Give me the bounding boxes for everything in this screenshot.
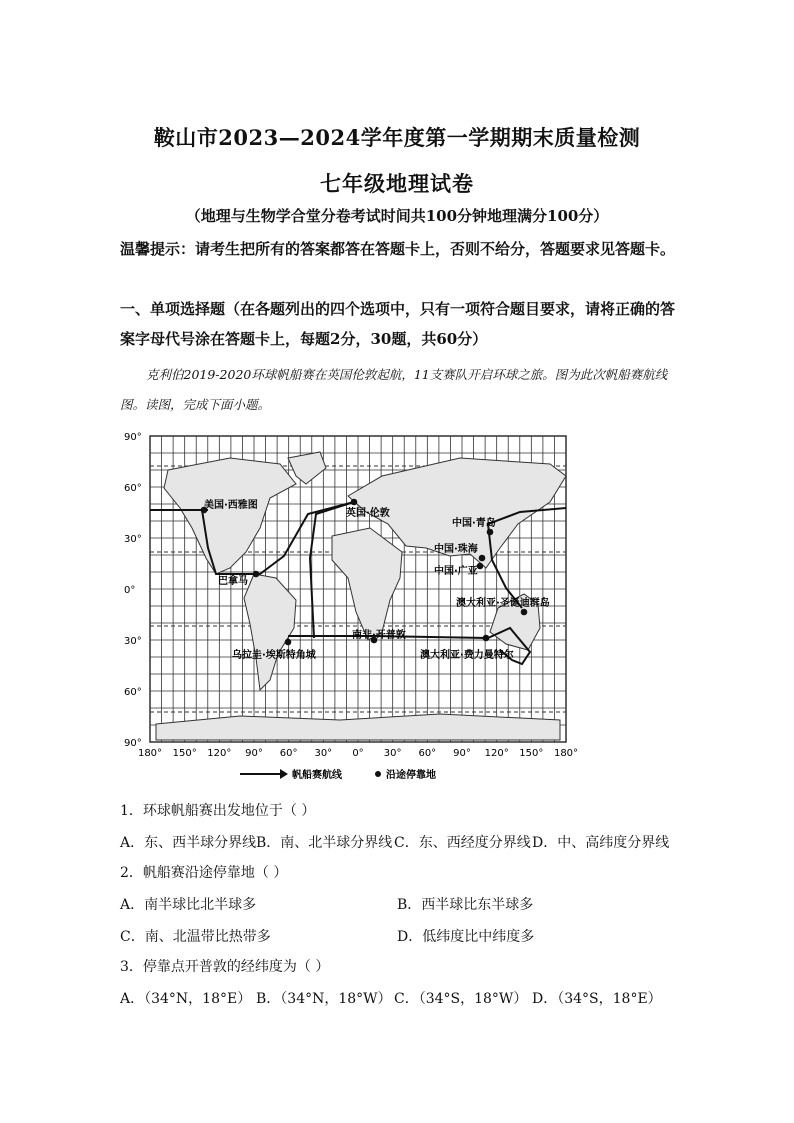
stop-panama-dot	[253, 571, 260, 578]
longitude-label: 120°	[484, 748, 509, 759]
latitude-label: 60°	[124, 483, 142, 494]
longitude-label: 180°	[553, 748, 579, 759]
label-cape-town: 南非·开普敦	[352, 630, 406, 641]
longitude-label: 120°	[207, 748, 232, 759]
map-legend	[240, 768, 436, 781]
section-heading: 一、单项选择题（在各题列出的四个选项中，只有一项符合题目要求，请将正确的答案字母代号涂在答题卡上，每题2分，30题，共60分）	[120, 300, 676, 348]
label-london: 英国·伦敦	[346, 508, 390, 519]
longitude-label: 30°	[383, 748, 402, 759]
latitude-label: 30°	[124, 534, 142, 545]
latitude-labels	[124, 432, 142, 749]
latitude-label: 60°	[124, 687, 142, 698]
q1-option-b[interactable]: B．南、北半球分界线	[256, 835, 393, 851]
q3-option-a[interactable]: A．（34°N，18°E）	[120, 991, 252, 1007]
stop-zhuhai-dot	[479, 555, 486, 562]
q2-option-c[interactable]: C．南、北温带比热带多	[120, 929, 271, 945]
legend-route-label: 帆船赛航线	[292, 770, 342, 781]
q2-option-d[interactable]: D．低纬度比中纬度多	[397, 929, 535, 945]
stop-qingdao-dot	[487, 529, 494, 536]
longitude-label: 150°	[519, 748, 544, 759]
label-guangdong: 中国·广亚	[434, 566, 478, 577]
label-fremantle: 澳大利亚·费力曼特尔	[420, 650, 514, 661]
latitude-label: 0°	[124, 585, 136, 596]
stop-whitsunday-dot	[521, 609, 528, 616]
longitude-label: 90°	[245, 748, 263, 759]
q3-option-c[interactable]: C．（34°S，18°W）	[394, 991, 528, 1007]
sailing-route-map	[120, 428, 580, 792]
latitude-label: 90°	[124, 738, 142, 749]
question-3-stem: 3．停靠点开普敦的经纬度为（ ）	[120, 959, 330, 975]
stop-fremantle-dot	[483, 635, 490, 642]
latitude-label: 90°	[124, 432, 142, 443]
question-1-stem: 1．环球帆船赛出发地位于（ ）	[120, 803, 316, 819]
q1-option-c[interactable]: C．东、西经度分界线	[394, 835, 531, 851]
longitude-label: 90°	[453, 748, 471, 759]
label-whitsunday: 澳大利亚·圣诞迪群岛	[456, 598, 550, 609]
exam-subtitle: 七年级地理试卷	[320, 171, 474, 196]
label-punta-del-este: 乌拉圭·埃斯特角城	[232, 650, 316, 661]
q1-option-a[interactable]: A．东、西半球分界线	[120, 835, 257, 851]
longitude-label: 60°	[418, 748, 437, 759]
longitude-label: 0°	[352, 748, 364, 759]
label-qingdao: 中国·青岛	[452, 518, 496, 529]
stop-london-dot	[351, 499, 358, 506]
exam-note: （地理与生物学合堂分卷考试时间共100分钟地理满分100分）	[185, 207, 609, 225]
exam-title: 鞍山市2023—2024学年度第一学期期末质量检测	[153, 125, 641, 150]
longitude-label: 180°	[137, 748, 163, 759]
question-intro: 克利伯2019-2020环球帆船赛在英国伦敦起航，11支赛队开启环球之旅。图为此次帆船赛航线图。读图，完成下面小题。	[120, 367, 668, 412]
label-panama: 巴拿马	[218, 576, 248, 587]
latitude-label: 30°	[124, 636, 142, 647]
label-zhuhai: 中国·珠海	[434, 544, 478, 555]
q2-option-b[interactable]: B．西半球比东半球多	[397, 897, 534, 913]
q3-option-d[interactable]: D．（34°S，18°E）	[532, 991, 662, 1007]
q2-option-a[interactable]: A．南半球比北半球多	[120, 897, 257, 913]
stop-punta-del-este-dot	[285, 639, 292, 646]
label-seattle: 美国·西雅图	[204, 500, 258, 511]
q3-option-b[interactable]: B．（34°N，18°W）	[256, 991, 392, 1007]
longitude-label: 150°	[172, 748, 197, 759]
question-2-stem: 2．帆船赛沿途停靠地（ ）	[120, 865, 288, 881]
legend-stop-label: 沿途停靠地	[386, 770, 436, 781]
longitude-label: 60°	[279, 748, 298, 759]
longitude-labels	[138, 748, 578, 759]
q1-option-d[interactable]: D．中、高纬度分界线	[532, 835, 670, 851]
warm-tip: 温馨提示：请考生把所有的答案都答在答题卡上，否则不给分，答题要求见答题卡。	[120, 240, 676, 258]
longitude-label: 30°	[314, 748, 333, 759]
